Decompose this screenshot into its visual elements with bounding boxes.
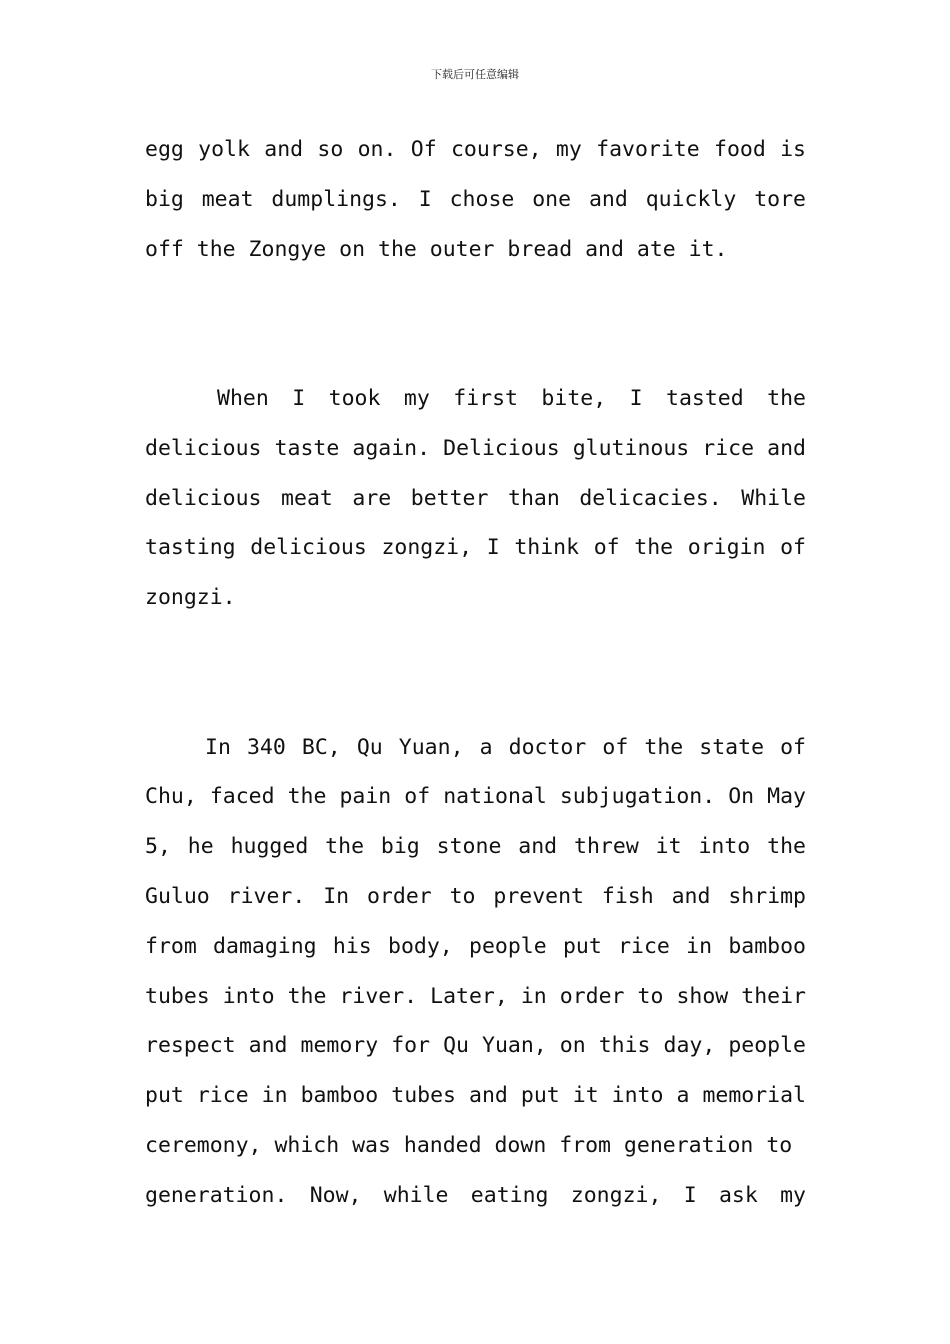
paragraph-gap bbox=[145, 623, 806, 723]
paragraph-gap bbox=[145, 274, 806, 374]
paragraph-3: In 340 BC, Qu Yuan, a doctor of the state of Chu, faced the pain of national subjugation. On May 5, he hugged the big stone and threw it into the Guluo river. In order to prevent fish and shrimp from damaging his body, people put rice in bamboo tubes into the river. Later, in order to show their respect and memory for Qu Yuan, on this day, people put rice in bamboo tubes and put it into a memorial ceremony, which was handed down from generation to bbox=[145, 734, 806, 1158]
page-header: 下载后可任意编辑 bbox=[431, 68, 519, 81]
paragraph-1: egg yolk and so on. Of course, my favorite food is big meat dumplings. I chose one and quickly tore off the Zongye on the outer bread and ate it. bbox=[145, 137, 806, 262]
document-body bbox=[145, 125, 806, 1221]
paragraph-2: When I took my first bite, I tasted the delicious taste again. Delicious glutinous rice and delicious meat are better than delicacies. While tasting delicious zongzi, I think of the origin of zongzi. bbox=[145, 385, 806, 611]
paragraph-3-last-line: generation. Now, while eating zongzi, I ask my bbox=[145, 1182, 806, 1208]
